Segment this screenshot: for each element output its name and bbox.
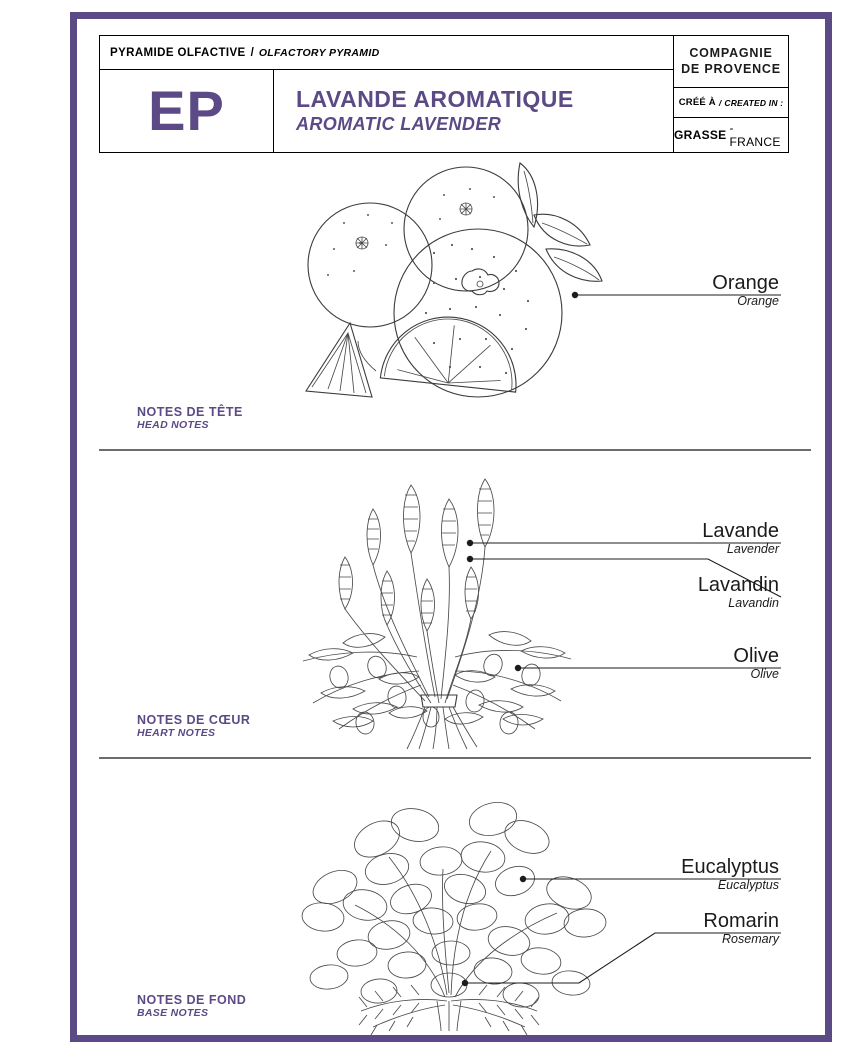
- place-city: GRASSE: [674, 128, 727, 142]
- brand-line-1: COMPAGNIE: [689, 45, 773, 60]
- created-label-fr: CRÉÉ À: [678, 97, 716, 108]
- leader-line-eucalyptus: [517, 867, 789, 893]
- header: [99, 35, 789, 153]
- header-right-block: [674, 35, 789, 153]
- leader-line-orange: [569, 283, 789, 309]
- section-divider-2: [99, 757, 811, 759]
- ingredient-name-en: Lavandin: [728, 596, 779, 610]
- ingredient-name-en: Orange: [737, 294, 779, 308]
- pyramid-title-fr: PYRAMIDE OLFACTIVE: [110, 46, 246, 59]
- pyramid-title-en: OLFACTORY PYRAMID: [258, 46, 380, 59]
- note-label-heart-fr: NOTES DE CŒUR: [137, 713, 251, 727]
- leader-line-lavandin: [464, 547, 789, 607]
- created-label-sep: /: [718, 97, 722, 108]
- purple-border-frame: [70, 12, 832, 1042]
- leader-line-olive: [512, 656, 789, 682]
- leader-line-romarin: [459, 921, 789, 993]
- product-name-en: AROMATIC LAVENDER: [296, 114, 502, 135]
- note-label-head: [137, 405, 243, 432]
- note-label-heart-en: HEART NOTES: [137, 727, 216, 740]
- pyramid-title-strip: [100, 36, 673, 70]
- note-label-head-fr: NOTES DE TÊTE: [137, 405, 243, 419]
- ingredient-name-fr: Eucalyptus: [681, 856, 779, 878]
- ingredient-name-fr: Romarin: [703, 910, 779, 932]
- product-code-box: [100, 70, 274, 152]
- ingredient-name-en: Eucalyptus: [717, 878, 779, 892]
- note-label-heart: [137, 713, 250, 740]
- section-divider-1: [99, 449, 811, 451]
- created-in-place: [674, 118, 788, 152]
- created-in-label: [674, 88, 788, 118]
- ingredient-name-fr: Olive: [733, 645, 779, 667]
- note-label-base: [137, 993, 246, 1020]
- note-label-base-en: BASE NOTES: [137, 1007, 209, 1020]
- ingredient-name-fr: Lavandin: [697, 574, 779, 596]
- ingredient-name-fr: Lavande: [702, 520, 779, 542]
- sheet-inner: [99, 35, 811, 1027]
- note-label-head-en: HEAD NOTES: [137, 419, 209, 432]
- note-label-base-fr: NOTES DE FOND: [137, 993, 247, 1007]
- header-left-block: [99, 35, 674, 153]
- product-name-box: [274, 70, 673, 152]
- product-code: EP: [148, 79, 225, 142]
- brand-logo: [674, 36, 788, 88]
- created-label-en: CREATED IN :: [724, 97, 784, 108]
- place-country: - FRANCE: [729, 121, 781, 149]
- product-name-fr: LAVANDE AROMATIQUE: [296, 85, 574, 112]
- ingredient-name-en: Olive: [750, 667, 779, 681]
- ingredient-name-fr: Orange: [712, 272, 779, 294]
- ingredient-name-en: Lavender: [726, 542, 779, 556]
- ingredient-name-en: Rosemary: [722, 932, 779, 946]
- pyramid-title-separator: /: [250, 46, 254, 59]
- brand-line-2: DE PROVENCE: [681, 61, 781, 76]
